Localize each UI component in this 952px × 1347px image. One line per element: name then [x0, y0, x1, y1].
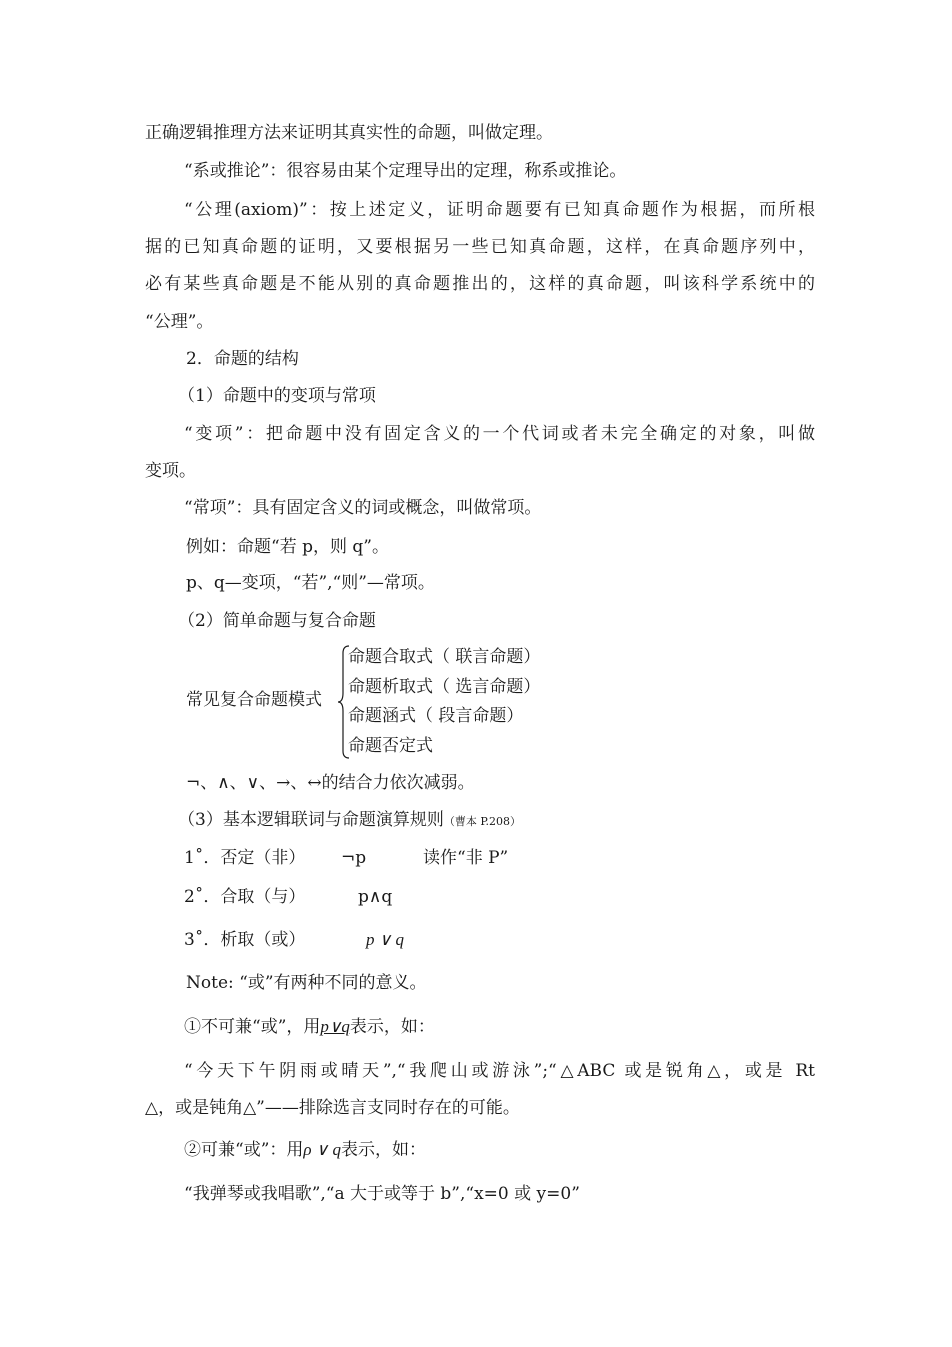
- paragraph-line: [184, 1138, 815, 1162]
- connective-label: 3˚．析取（或）: [184, 930, 306, 950]
- paragraph-line: “公理(axiom)”：按上述定义，证明命题要有已知真命题作为根据，而所根: [184, 200, 815, 220]
- brace-item: 命题涵式（ 段言命题）: [348, 706, 524, 726]
- paragraph-line: 正确逻辑推理方法来证明其真实性的命题，叫做定理。: [145, 123, 553, 143]
- connective-symbol: ¬p: [341, 848, 367, 868]
- brace-item: 命题否定式: [348, 736, 433, 756]
- paragraph-line: “变项”：把命题中没有固定含义的一个代词或者未完全确定的对象，叫做: [184, 424, 815, 444]
- paragraph-line: 变项。: [145, 461, 196, 481]
- heading-text: （3）基本逻辑联词与命题演算规则: [178, 810, 444, 830]
- paragraph-line: Note: “或”有两种不同的意义。: [186, 973, 427, 993]
- brace-item: 命题析取式（ 选言命题）: [348, 677, 541, 697]
- reference-note: （曹本 P.208）: [443, 815, 521, 828]
- formula: p∨q: [320, 1017, 350, 1036]
- subsection-heading: （2）简单命题与复合命题: [178, 611, 376, 631]
- paragraph-line: 据的已知真命题的证明，又要根据另一些已知真命题，这样，在真命题序列中，: [145, 237, 815, 257]
- paragraph-line: p、q—变项，“若”,“则”—常项。: [186, 573, 435, 593]
- paragraph-line: 必有某些真命题是不能从别的真命题推出的，这样的真命题，叫该科学系统中的: [145, 274, 815, 294]
- connective-label: 1˚．否定（非）: [184, 848, 306, 868]
- section-heading: 2．命题的结构: [186, 349, 299, 369]
- paragraph-line: “今天下午阴雨或晴天”,“我爬山或游泳”;“△ABC 或是锐角△，或是 Rt: [184, 1061, 815, 1081]
- connective-symbol: p ∨ q: [366, 930, 404, 949]
- connective-label: 2˚．合取（与）: [184, 887, 306, 907]
- paragraph-line: “常项”：具有固定含义的词或概念，叫做常项。: [184, 498, 542, 518]
- subsection-heading: （1）命题中的变项与常项: [178, 386, 376, 406]
- paragraph-line: “我弹琴或我唱歌”,“a 大于或等于 b”,“x=0 或 y=0”: [184, 1184, 580, 1204]
- connective-reading: 读作“非 P”: [423, 848, 509, 868]
- connective-symbol: p∧q: [358, 887, 393, 907]
- paragraph-line: ¬、∧、∨、→、↔的结合力依次减弱。: [186, 773, 475, 793]
- text: ②可兼“或”：用: [184, 1140, 304, 1160]
- formula: ρ ∨ q: [303, 1140, 341, 1159]
- paragraph-line: 例如：命题“若 p，则 q”。: [186, 537, 389, 557]
- paragraph-line: “公理”。: [145, 312, 214, 332]
- text: ①不可兼“或”，用: [184, 1017, 321, 1037]
- text: 表示，如：: [341, 1140, 426, 1160]
- brace-label: 常见复合命题模式: [186, 690, 322, 710]
- paragraph-line: “系或推论”：很容易由某个定理导出的定理，称系或推论。: [184, 161, 627, 181]
- paragraph-line: △，或是钝角△”——排除选言支同时存在的可能。: [145, 1098, 520, 1118]
- brace-item: 命题合取式（ 联言命题）: [348, 647, 541, 667]
- paragraph-line: [184, 1015, 815, 1039]
- text: 表示，如：: [349, 1017, 435, 1037]
- subsection-heading: [178, 808, 848, 834]
